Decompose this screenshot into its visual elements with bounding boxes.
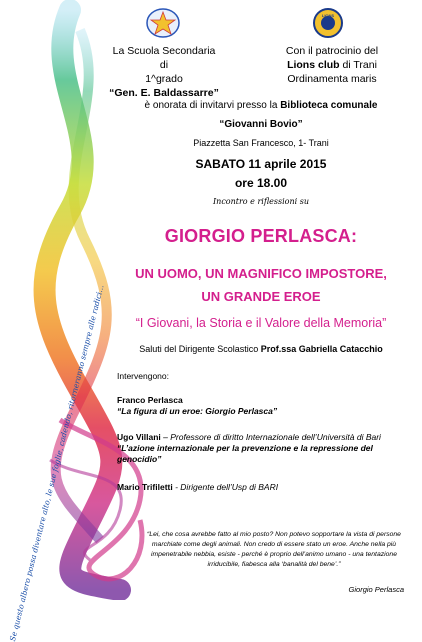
subtitle-2: UN GRANDE EROE	[201, 289, 321, 304]
patron-line-3: Ordinamenta maris	[287, 73, 377, 85]
page-title: GIORGIO PERLASCA:	[164, 226, 358, 246]
invite-text: è onorata di invitarvi presso la	[144, 100, 278, 111]
speaker-2-name: Ugo Villani	[117, 432, 161, 442]
school-organizer	[108, 44, 220, 100]
lions-club-city: di Trani	[339, 59, 377, 71]
speaker-2	[117, 432, 415, 465]
greetings-text: Saluti del Dirigente Scolastico	[139, 344, 261, 354]
invite-line	[100, 100, 422, 111]
patron-line-1: Con il patrocinio del	[285, 45, 379, 57]
speaker-3-name: Mario Trifiletti	[117, 482, 173, 492]
lions-club-name: Lions club	[287, 59, 340, 71]
venue-address: Piazzetta San Francesco, 1- Trani	[193, 138, 329, 148]
subtitle-1: UN UOMO, UN MAGNIFICO IMPOSTORE,	[135, 266, 387, 281]
meeting-label: Incontro e riflessioni su	[213, 197, 309, 206]
event-time: ore 18.00	[234, 176, 288, 190]
speaker-2-talk: “L’azione internazionale per la prevenzione e la repressione del genocidio”	[117, 443, 373, 464]
svg-text:LIONS: LIONS	[321, 13, 335, 18]
speakers-heading: Intervengono:	[117, 371, 169, 381]
vertical-quote: Se questo albero possa diventare alto, le sue foglie, cadendo, ritorneranno sempre alle radici...	[8, 284, 106, 642]
lions-club-logo-icon	[311, 8, 345, 38]
patron-organizer	[262, 44, 402, 86]
speaker-1-name: Franco Perlasca	[117, 395, 183, 405]
principal-name: Prof.ssa Gabriella Catacchio	[260, 344, 383, 354]
school-name: “Gen. E. Baldassarre”	[109, 87, 219, 99]
event-date: SABATO 11 aprile 2015	[195, 157, 327, 171]
school-line-1: La Scuola Secondaria di	[112, 45, 216, 71]
quote-author: Giorgio Perlasca	[348, 585, 404, 594]
patron-line-2	[262, 58, 402, 72]
speaker-2-header	[117, 432, 415, 443]
speaker-2-role: – Professore di diritto Internazionale dell’Università di Bari	[160, 432, 381, 442]
speaker-1-talk: “La figura di un eroe: Giorgio Perlasca”	[117, 406, 278, 416]
greetings-line	[100, 344, 422, 354]
school-logo-icon	[146, 8, 180, 38]
invite-place: Biblioteca comunale	[280, 100, 378, 111]
perlasca-quote: “Lei, che cosa avrebbe fatto al mio posto? Non potevo sopportare la vista di persone marchiate come degli animali. Non credo di essere stato un eroe. Anche nella più impenetrabile nebbia, esiste - perché è proprio dell’animo umano - una tentazione irriducibile, fiabesca alla ‘banalità del bene’.”	[147, 531, 401, 568]
venue-name: “Giovanni Bovio”	[219, 119, 303, 130]
school-line-2: 1^grado	[145, 73, 183, 85]
motto: “I Giovani, la Storia e il Valore della Memoria”	[135, 316, 387, 330]
speaker-3	[117, 482, 415, 493]
speaker-3-role: - Dirigente dell’Usp di BARI	[172, 482, 279, 492]
